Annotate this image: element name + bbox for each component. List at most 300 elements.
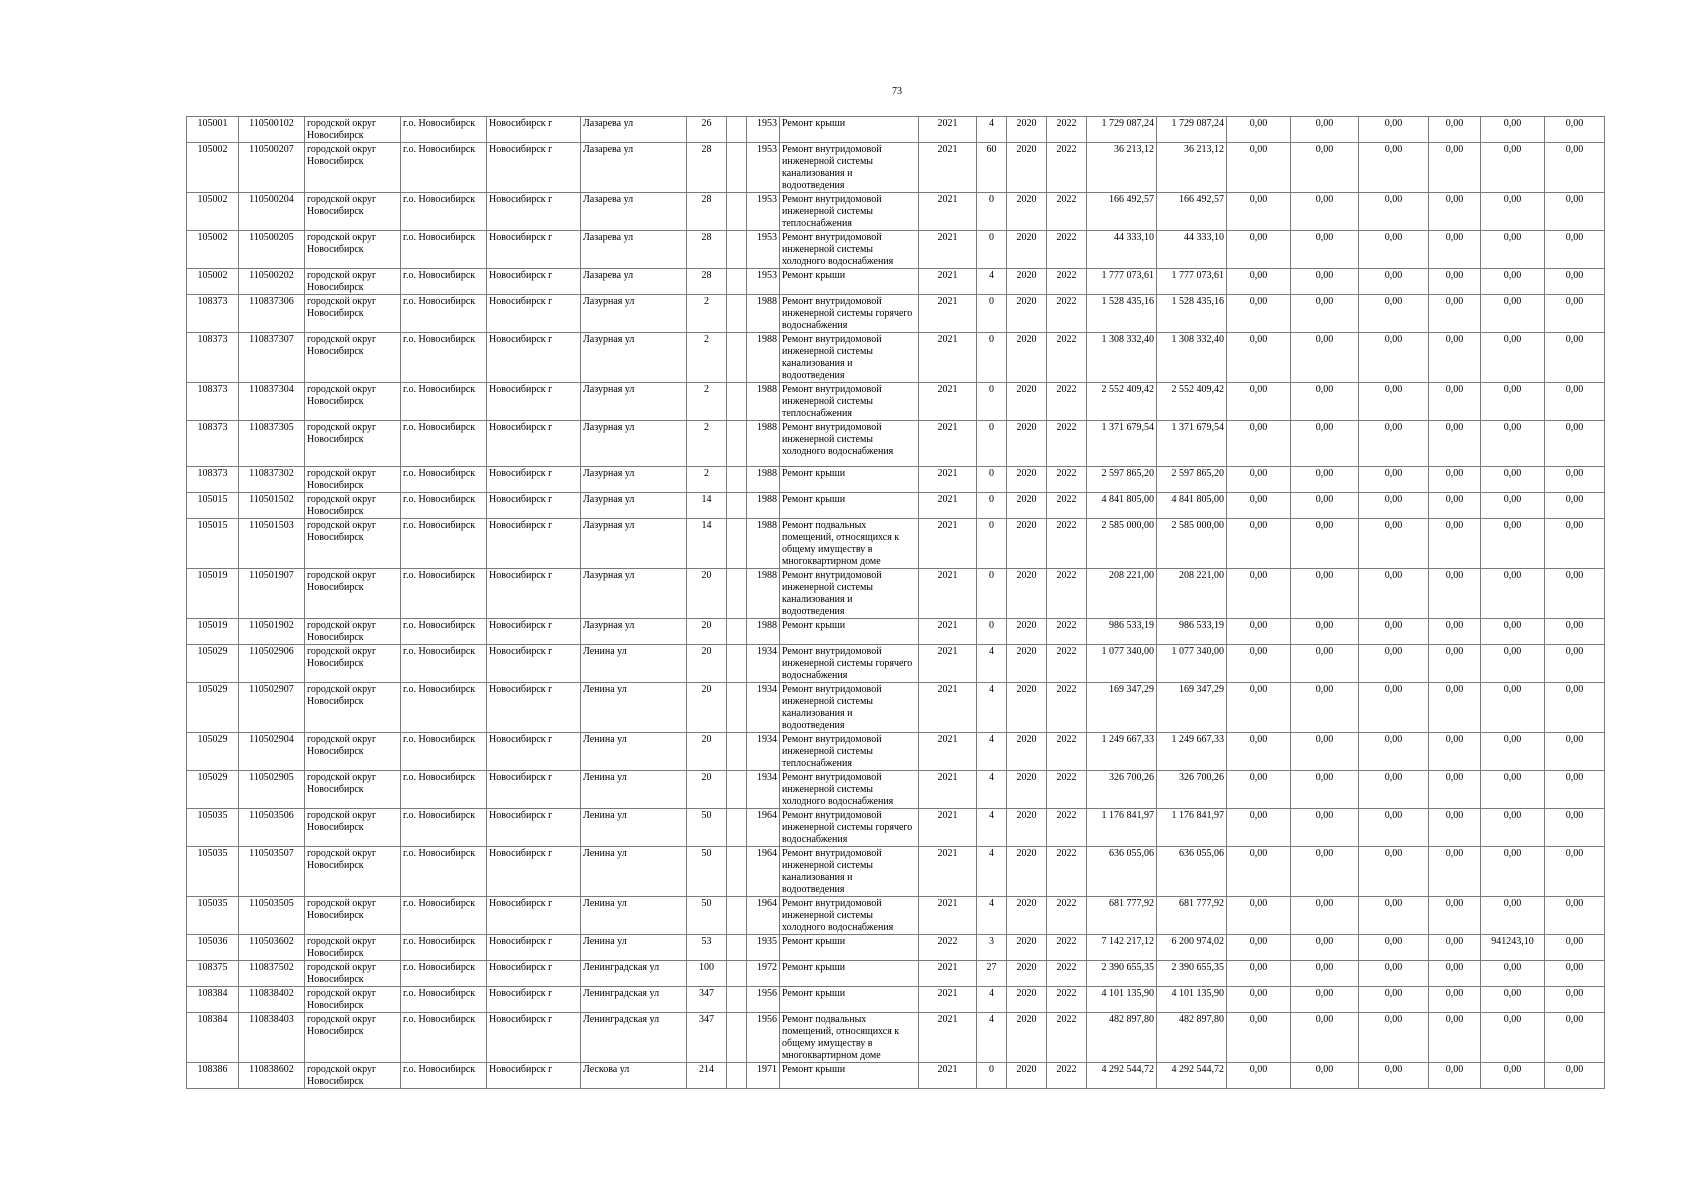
cell-street: Лазурная ул xyxy=(581,467,687,493)
register-table-container xyxy=(186,116,1604,1089)
cell-budget-federal: 0,00 xyxy=(1227,1063,1291,1089)
cell-total-cost: 1 729 087,24 xyxy=(1087,117,1157,143)
cell-wear-percent: 0 xyxy=(977,383,1007,421)
table-row xyxy=(187,569,1605,619)
cell-municipal-unit: г.о. Новосибирск xyxy=(401,683,487,733)
cell-house-number: 14 xyxy=(687,493,727,519)
cell-house-id: 105015 xyxy=(187,493,239,519)
cell-period-start: 2020 xyxy=(1007,333,1047,383)
cell-budget-local: 0,00 xyxy=(1359,117,1429,143)
cell-work-id: 110501902 xyxy=(239,619,305,645)
cell-house-number: 20 xyxy=(687,569,727,619)
cell-budget-local: 0,00 xyxy=(1359,961,1429,987)
cell-plan-year: 2021 xyxy=(919,1013,977,1063)
cell-period-start: 2020 xyxy=(1007,683,1047,733)
cell-house-id: 108384 xyxy=(187,1013,239,1063)
cell-work-type: Ремонт крыши xyxy=(780,987,919,1013)
cell-budget-federal: 0,00 xyxy=(1227,619,1291,645)
cell-build-year: 1934 xyxy=(747,733,780,771)
cell-owner-funds: 0,00 xyxy=(1481,143,1545,193)
page-number: 73 xyxy=(892,86,902,97)
cell-build-year: 1953 xyxy=(747,117,780,143)
cell-municipality: городской округ Новосибирск xyxy=(305,897,401,935)
cell-work-type: Ремонт внутридомовой инженерной системы горячего водоснабжения xyxy=(780,645,919,683)
cell-other-funds: 0,00 xyxy=(1429,467,1481,493)
cell-municipality: городской округ Новосибирск xyxy=(305,961,401,987)
cell-build-year: 1956 xyxy=(747,987,780,1013)
cell-budget-local: 0,00 xyxy=(1359,1013,1429,1063)
cell-reserve: 0,00 xyxy=(1545,143,1605,193)
cell-street: Ленинградская ул xyxy=(581,987,687,1013)
cell-street: Ленина ул xyxy=(581,935,687,961)
cell-street: Ленина ул xyxy=(581,771,687,809)
cell-budget-local: 0,00 xyxy=(1359,493,1429,519)
cell-building xyxy=(727,961,747,987)
cell-work-type: Ремонт внутридомовой инженерной системы холодного водоснабжения xyxy=(780,771,919,809)
cell-work-type: Ремонт внутридомовой инженерной системы горячего водоснабжения xyxy=(780,809,919,847)
cell-work-type: Ремонт подвальных помещений, относящихся к общему имуществу в многоквартирном доме xyxy=(780,1013,919,1063)
cell-total-cost: 2 390 655,35 xyxy=(1087,961,1157,987)
cell-other-funds: 0,00 xyxy=(1429,619,1481,645)
table-row xyxy=(187,935,1605,961)
cell-municipality: городской округ Новосибирск xyxy=(305,645,401,683)
cell-owner-funds: 0,00 xyxy=(1481,295,1545,333)
cell-municipal-unit: г.о. Новосибирск xyxy=(401,1013,487,1063)
cell-house-id: 105015 xyxy=(187,519,239,569)
cell-house-id: 108373 xyxy=(187,333,239,383)
cell-house-id: 105035 xyxy=(187,809,239,847)
cell-street: Ленина ул xyxy=(581,645,687,683)
cell-street: Ленина ул xyxy=(581,733,687,771)
cell-municipality: городской округ Новосибирск xyxy=(305,421,401,467)
cell-budget-federal: 0,00 xyxy=(1227,519,1291,569)
cell-owner-funds: 0,00 xyxy=(1481,569,1545,619)
cell-period-start: 2020 xyxy=(1007,935,1047,961)
cell-settlement: Новосибирск г xyxy=(487,493,581,519)
cell-house-number: 20 xyxy=(687,619,727,645)
cell-street: Лазурная ул xyxy=(581,421,687,467)
cell-house-id: 105001 xyxy=(187,117,239,143)
cell-street: Ленинградская ул xyxy=(581,961,687,987)
cell-reserve: 0,00 xyxy=(1545,771,1605,809)
cell-house-id: 105029 xyxy=(187,683,239,733)
cell-building xyxy=(727,143,747,193)
cell-period-start: 2020 xyxy=(1007,295,1047,333)
cell-house-number: 28 xyxy=(687,231,727,269)
cell-house-number: 20 xyxy=(687,683,727,733)
cell-plan-year: 2021 xyxy=(919,421,977,467)
cell-house-number: 28 xyxy=(687,193,727,231)
table-row xyxy=(187,619,1605,645)
cell-work-id: 110838602 xyxy=(239,1063,305,1089)
cell-municipality: городской округ Новосибирск xyxy=(305,733,401,771)
cell-house-id: 108373 xyxy=(187,421,239,467)
cell-budget-federal: 0,00 xyxy=(1227,143,1291,193)
cell-owner-funds: 0,00 xyxy=(1481,421,1545,467)
cell-street: Лазурная ул xyxy=(581,333,687,383)
cell-plan-year: 2021 xyxy=(919,771,977,809)
cell-house-id: 105002 xyxy=(187,269,239,295)
cell-street: Лазарева ул xyxy=(581,143,687,193)
cell-budget-regional: 0,00 xyxy=(1291,467,1359,493)
cell-budget-regional: 0,00 xyxy=(1291,961,1359,987)
cell-other-funds: 0,00 xyxy=(1429,295,1481,333)
cell-owner-funds: 0,00 xyxy=(1481,117,1545,143)
table-row xyxy=(187,493,1605,519)
cell-settlement: Новосибирск г xyxy=(487,569,581,619)
cell-municipal-unit: г.о. Новосибирск xyxy=(401,117,487,143)
cell-building xyxy=(727,269,747,295)
cell-wear-percent: 27 xyxy=(977,961,1007,987)
cell-building xyxy=(727,1063,747,1089)
cell-build-year: 1934 xyxy=(747,683,780,733)
cell-budget-federal: 0,00 xyxy=(1227,897,1291,935)
cell-work-id: 110837306 xyxy=(239,295,305,333)
cell-settlement: Новосибирск г xyxy=(487,519,581,569)
cell-total-cost: 986 533,19 xyxy=(1087,619,1157,645)
cell-budget-regional: 0,00 xyxy=(1291,847,1359,897)
cell-build-year: 1971 xyxy=(747,1063,780,1089)
cell-house-number: 28 xyxy=(687,143,727,193)
cell-fund-cost: 482 897,80 xyxy=(1157,1013,1227,1063)
cell-total-cost: 1 077 340,00 xyxy=(1087,645,1157,683)
cell-street: Ленина ул xyxy=(581,809,687,847)
cell-owner-funds: 0,00 xyxy=(1481,269,1545,295)
cell-fund-cost: 326 700,26 xyxy=(1157,771,1227,809)
cell-municipal-unit: г.о. Новосибирск xyxy=(401,193,487,231)
cell-build-year: 1956 xyxy=(747,1013,780,1063)
cell-budget-local: 0,00 xyxy=(1359,231,1429,269)
cell-building xyxy=(727,1013,747,1063)
cell-total-cost: 36 213,12 xyxy=(1087,143,1157,193)
cell-wear-percent: 4 xyxy=(977,683,1007,733)
cell-municipality: городской округ Новосибирск xyxy=(305,987,401,1013)
cell-reserve: 0,00 xyxy=(1545,295,1605,333)
cell-total-cost: 44 333,10 xyxy=(1087,231,1157,269)
cell-work-id: 110500207 xyxy=(239,143,305,193)
cell-street: Ленинградская ул xyxy=(581,1013,687,1063)
cell-plan-year: 2022 xyxy=(919,935,977,961)
cell-budget-regional: 0,00 xyxy=(1291,1063,1359,1089)
cell-municipal-unit: г.о. Новосибирск xyxy=(401,987,487,1013)
cell-owner-funds: 0,00 xyxy=(1481,809,1545,847)
cell-settlement: Новосибирск г xyxy=(487,645,581,683)
cell-budget-federal: 0,00 xyxy=(1227,569,1291,619)
cell-settlement: Новосибирск г xyxy=(487,143,581,193)
cell-budget-regional: 0,00 xyxy=(1291,333,1359,383)
cell-work-id: 110502907 xyxy=(239,683,305,733)
cell-building xyxy=(727,771,747,809)
cell-municipal-unit: г.о. Новосибирск xyxy=(401,383,487,421)
cell-period-end: 2022 xyxy=(1047,493,1087,519)
cell-build-year: 1988 xyxy=(747,383,780,421)
cell-other-funds: 0,00 xyxy=(1429,847,1481,897)
cell-other-funds: 0,00 xyxy=(1429,1013,1481,1063)
cell-municipal-unit: г.о. Новосибирск xyxy=(401,569,487,619)
cell-building xyxy=(727,897,747,935)
cell-work-type: Ремонт крыши xyxy=(780,467,919,493)
cell-period-end: 2022 xyxy=(1047,809,1087,847)
cell-reserve: 0,00 xyxy=(1545,683,1605,733)
cell-municipality: городской округ Новосибирск xyxy=(305,231,401,269)
cell-street: Лазурная ул xyxy=(581,569,687,619)
cell-other-funds: 0,00 xyxy=(1429,519,1481,569)
cell-other-funds: 0,00 xyxy=(1429,193,1481,231)
cell-house-number: 53 xyxy=(687,935,727,961)
cell-owner-funds: 0,00 xyxy=(1481,961,1545,987)
cell-budget-federal: 0,00 xyxy=(1227,421,1291,467)
cell-municipality: городской округ Новосибирск xyxy=(305,569,401,619)
cell-municipality: городской округ Новосибирск xyxy=(305,1013,401,1063)
cell-municipality: городской округ Новосибирск xyxy=(305,519,401,569)
cell-building xyxy=(727,467,747,493)
cell-other-funds: 0,00 xyxy=(1429,421,1481,467)
cell-owner-funds: 0,00 xyxy=(1481,193,1545,231)
table-row xyxy=(187,333,1605,383)
cell-period-end: 2022 xyxy=(1047,231,1087,269)
cell-budget-federal: 0,00 xyxy=(1227,987,1291,1013)
cell-fund-cost: 169 347,29 xyxy=(1157,683,1227,733)
cell-municipality: городской округ Новосибирск xyxy=(305,619,401,645)
cell-budget-regional: 0,00 xyxy=(1291,771,1359,809)
cell-house-id: 108373 xyxy=(187,467,239,493)
cell-work-type: Ремонт внутридомовой инженерной системы канализования и водоотведения xyxy=(780,569,919,619)
cell-period-end: 2022 xyxy=(1047,117,1087,143)
cell-settlement: Новосибирск г xyxy=(487,897,581,935)
cell-plan-year: 2021 xyxy=(919,569,977,619)
cell-plan-year: 2021 xyxy=(919,269,977,295)
cell-owner-funds: 0,00 xyxy=(1481,1013,1545,1063)
table-row xyxy=(187,897,1605,935)
cell-wear-percent: 0 xyxy=(977,1063,1007,1089)
cell-house-id: 105035 xyxy=(187,897,239,935)
cell-house-number: 214 xyxy=(687,1063,727,1089)
cell-plan-year: 2021 xyxy=(919,897,977,935)
cell-municipal-unit: г.о. Новосибирск xyxy=(401,771,487,809)
cell-house-id: 105029 xyxy=(187,771,239,809)
cell-other-funds: 0,00 xyxy=(1429,771,1481,809)
cell-work-id: 110503602 xyxy=(239,935,305,961)
cell-total-cost: 1 528 435,16 xyxy=(1087,295,1157,333)
cell-other-funds: 0,00 xyxy=(1429,683,1481,733)
cell-building xyxy=(727,333,747,383)
cell-plan-year: 2021 xyxy=(919,383,977,421)
cell-budget-federal: 0,00 xyxy=(1227,333,1291,383)
cell-fund-cost: 4 292 544,72 xyxy=(1157,1063,1227,1089)
cell-building xyxy=(727,847,747,897)
cell-street: Лазурная ул xyxy=(581,493,687,519)
cell-budget-regional: 0,00 xyxy=(1291,935,1359,961)
cell-house-number: 14 xyxy=(687,519,727,569)
cell-settlement: Новосибирск г xyxy=(487,809,581,847)
cell-municipality: городской округ Новосибирск xyxy=(305,809,401,847)
cell-plan-year: 2021 xyxy=(919,143,977,193)
cell-work-type: Ремонт крыши xyxy=(780,493,919,519)
cell-building xyxy=(727,645,747,683)
cell-budget-federal: 0,00 xyxy=(1227,269,1291,295)
table-row xyxy=(187,961,1605,987)
cell-municipality: городской округ Новосибирск xyxy=(305,1063,401,1089)
cell-budget-regional: 0,00 xyxy=(1291,809,1359,847)
cell-municipality: городской округ Новосибирск xyxy=(305,143,401,193)
cell-period-start: 2020 xyxy=(1007,117,1047,143)
cell-building xyxy=(727,193,747,231)
cell-municipality: городской округ Новосибирск xyxy=(305,193,401,231)
cell-building xyxy=(727,295,747,333)
cell-plan-year: 2021 xyxy=(919,295,977,333)
cell-period-start: 2020 xyxy=(1007,569,1047,619)
cell-house-number: 50 xyxy=(687,847,727,897)
cell-budget-local: 0,00 xyxy=(1359,143,1429,193)
cell-work-type: Ремонт внутридомовой инженерной системы канализования и водоотведения xyxy=(780,333,919,383)
cell-building xyxy=(727,383,747,421)
cell-fund-cost: 2 597 865,20 xyxy=(1157,467,1227,493)
register-table xyxy=(186,116,1605,1089)
cell-budget-federal: 0,00 xyxy=(1227,467,1291,493)
cell-budget-regional: 0,00 xyxy=(1291,193,1359,231)
cell-build-year: 1988 xyxy=(747,295,780,333)
cell-wear-percent: 4 xyxy=(977,645,1007,683)
cell-budget-local: 0,00 xyxy=(1359,333,1429,383)
cell-work-type: Ремонт внутридомовой инженерной системы теплоснабжения xyxy=(780,733,919,771)
cell-fund-cost: 2 552 409,42 xyxy=(1157,383,1227,421)
cell-total-cost: 1 777 073,61 xyxy=(1087,269,1157,295)
cell-other-funds: 0,00 xyxy=(1429,897,1481,935)
cell-fund-cost: 1 176 841,97 xyxy=(1157,809,1227,847)
cell-budget-federal: 0,00 xyxy=(1227,683,1291,733)
cell-total-cost: 166 492,57 xyxy=(1087,193,1157,231)
cell-settlement: Новосибирск г xyxy=(487,1013,581,1063)
cell-reserve: 0,00 xyxy=(1545,421,1605,467)
cell-work-id: 110502905 xyxy=(239,771,305,809)
cell-house-id: 108384 xyxy=(187,987,239,1013)
cell-reserve: 0,00 xyxy=(1545,117,1605,143)
cell-house-number: 26 xyxy=(687,117,727,143)
table-row xyxy=(187,269,1605,295)
cell-municipal-unit: г.о. Новосибирск xyxy=(401,935,487,961)
cell-total-cost: 4 841 805,00 xyxy=(1087,493,1157,519)
cell-budget-regional: 0,00 xyxy=(1291,897,1359,935)
cell-other-funds: 0,00 xyxy=(1429,733,1481,771)
cell-build-year: 1988 xyxy=(747,493,780,519)
cell-budget-local: 0,00 xyxy=(1359,383,1429,421)
cell-fund-cost: 4 101 135,90 xyxy=(1157,987,1227,1013)
cell-budget-federal: 0,00 xyxy=(1227,733,1291,771)
cell-owner-funds: 0,00 xyxy=(1481,383,1545,421)
table-row xyxy=(187,383,1605,421)
cell-budget-federal: 0,00 xyxy=(1227,961,1291,987)
cell-other-funds: 0,00 xyxy=(1429,117,1481,143)
cell-work-id: 110837304 xyxy=(239,383,305,421)
cell-work-id: 110501502 xyxy=(239,493,305,519)
cell-work-type: Ремонт крыши xyxy=(780,619,919,645)
cell-wear-percent: 4 xyxy=(977,809,1007,847)
table-row xyxy=(187,645,1605,683)
cell-reserve: 0,00 xyxy=(1545,847,1605,897)
cell-street: Лазарева ул xyxy=(581,231,687,269)
cell-total-cost: 2 597 865,20 xyxy=(1087,467,1157,493)
cell-period-end: 2022 xyxy=(1047,143,1087,193)
cell-period-end: 2022 xyxy=(1047,333,1087,383)
cell-wear-percent: 0 xyxy=(977,421,1007,467)
cell-wear-percent: 0 xyxy=(977,467,1007,493)
cell-period-start: 2020 xyxy=(1007,383,1047,421)
cell-budget-local: 0,00 xyxy=(1359,847,1429,897)
cell-settlement: Новосибирск г xyxy=(487,295,581,333)
cell-wear-percent: 0 xyxy=(977,619,1007,645)
cell-house-number: 2 xyxy=(687,467,727,493)
cell-period-end: 2022 xyxy=(1047,295,1087,333)
cell-reserve: 0,00 xyxy=(1545,961,1605,987)
cell-build-year: 1964 xyxy=(747,847,780,897)
cell-settlement: Новосибирск г xyxy=(487,467,581,493)
cell-budget-regional: 0,00 xyxy=(1291,295,1359,333)
cell-fund-cost: 1 528 435,16 xyxy=(1157,295,1227,333)
cell-budget-local: 0,00 xyxy=(1359,771,1429,809)
cell-work-id: 110500204 xyxy=(239,193,305,231)
cell-work-id: 110837307 xyxy=(239,333,305,383)
cell-house-id: 105019 xyxy=(187,619,239,645)
cell-building xyxy=(727,809,747,847)
cell-reserve: 0,00 xyxy=(1545,935,1605,961)
cell-owner-funds: 0,00 xyxy=(1481,987,1545,1013)
cell-municipality: городской округ Новосибирск xyxy=(305,847,401,897)
cell-settlement: Новосибирск г xyxy=(487,935,581,961)
cell-other-funds: 0,00 xyxy=(1429,231,1481,269)
cell-plan-year: 2021 xyxy=(919,683,977,733)
cell-plan-year: 2021 xyxy=(919,645,977,683)
cell-work-id: 110837302 xyxy=(239,467,305,493)
cell-wear-percent: 0 xyxy=(977,333,1007,383)
cell-build-year: 1972 xyxy=(747,961,780,987)
cell-municipality: городской округ Новосибирск xyxy=(305,269,401,295)
cell-house-number: 20 xyxy=(687,733,727,771)
cell-work-id: 110502906 xyxy=(239,645,305,683)
cell-wear-percent: 3 xyxy=(977,935,1007,961)
cell-fund-cost: 2 390 655,35 xyxy=(1157,961,1227,987)
cell-period-start: 2020 xyxy=(1007,897,1047,935)
cell-street: Лазурная ул xyxy=(581,519,687,569)
cell-other-funds: 0,00 xyxy=(1429,645,1481,683)
cell-period-end: 2022 xyxy=(1047,935,1087,961)
cell-budget-local: 0,00 xyxy=(1359,733,1429,771)
cell-period-start: 2020 xyxy=(1007,1063,1047,1089)
table-row xyxy=(187,193,1605,231)
cell-work-type: Ремонт внутридомовой инженерной системы теплоснабжения xyxy=(780,193,919,231)
cell-municipal-unit: г.о. Новосибирск xyxy=(401,645,487,683)
cell-budget-federal: 0,00 xyxy=(1227,193,1291,231)
cell-building xyxy=(727,935,747,961)
cell-house-id: 108386 xyxy=(187,1063,239,1089)
cell-period-start: 2020 xyxy=(1007,987,1047,1013)
cell-budget-local: 0,00 xyxy=(1359,683,1429,733)
cell-total-cost: 4 292 544,72 xyxy=(1087,1063,1157,1089)
cell-owner-funds: 0,00 xyxy=(1481,897,1545,935)
cell-owner-funds: 0,00 xyxy=(1481,733,1545,771)
cell-owner-funds: 0,00 xyxy=(1481,519,1545,569)
cell-work-id: 110838402 xyxy=(239,987,305,1013)
cell-house-number: 2 xyxy=(687,421,727,467)
cell-plan-year: 2021 xyxy=(919,493,977,519)
cell-fund-cost: 1 777 073,61 xyxy=(1157,269,1227,295)
table-row xyxy=(187,847,1605,897)
cell-period-end: 2022 xyxy=(1047,519,1087,569)
table-row xyxy=(187,143,1605,193)
cell-building xyxy=(727,619,747,645)
cell-total-cost: 2 585 000,00 xyxy=(1087,519,1157,569)
cell-street: Ленина ул xyxy=(581,897,687,935)
cell-fund-cost: 1 249 667,33 xyxy=(1157,733,1227,771)
